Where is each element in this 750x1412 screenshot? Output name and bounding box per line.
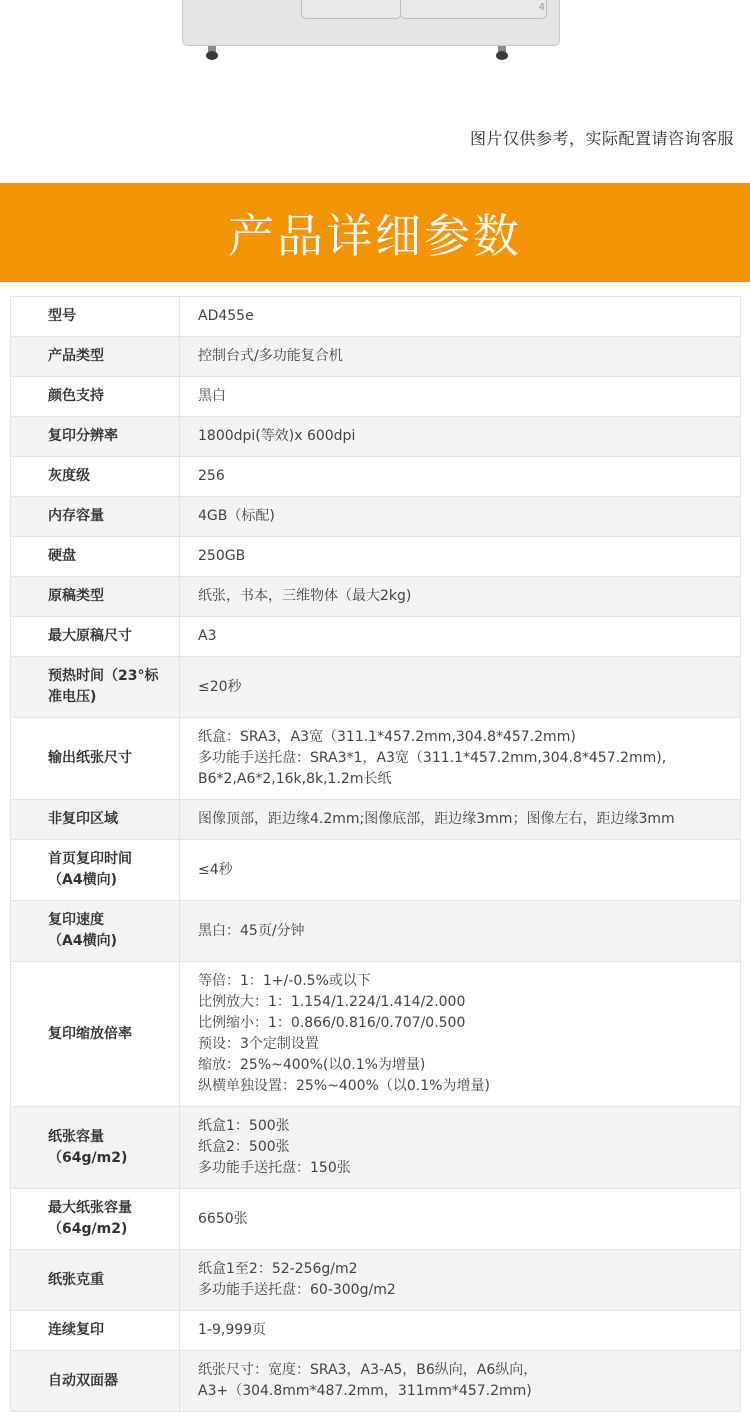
spec-label-line: （A4横向) [48,872,117,888]
spec-value [180,840,741,901]
spec-row [11,657,741,718]
spec-row [11,1311,741,1351]
spec-label [11,1311,180,1351]
spec-label-line: 自动双面器 [48,1372,118,1389]
section-title: 产品详细参数 [228,208,522,263]
spec-label [11,718,180,800]
spec-label [11,297,180,337]
spec-label-line: 输出纸张尺寸 [48,750,132,766]
spec-row [11,718,741,800]
spec-label-line: （A4横向) [48,933,117,949]
spec-row [11,840,741,901]
spec-value [180,1250,741,1311]
spec-label [11,417,180,457]
spec-label-line: 纸张容量 [48,1128,104,1145]
spec-value-line: 黑白：45页/分钟 [198,922,305,939]
spec-label [11,617,180,657]
spec-label-line: 内存容量 [48,508,104,524]
spec-value [180,718,741,800]
spec-label [11,962,180,1107]
spec-label-line: 预热时间（23°标 [48,668,159,684]
spec-label-line: 复印缩放倍率 [48,1025,132,1042]
spec-label-line: 最大原稿尺寸 [48,628,132,644]
spec-value-line: 多功能手送托盘：60-300g/m2 [198,1282,396,1298]
spec-row [11,1250,741,1311]
spec-value [180,1351,741,1412]
spec-value-line: 纸张尺寸：宽度：SRA3，A3-A5，B6纵向，A6纵向， [198,1362,538,1378]
spec-label [11,1250,180,1311]
spec-label-line: 灰度级 [48,468,90,484]
spec-value-line: 缩放：25%~400%(以0.1%为增量) [198,1057,426,1073]
spec-value-line: 1800dpi(等效)x 600dpi [198,428,356,444]
spec-value-line: 比例放大：1：1.154/1.224/1.414/2.000 [198,994,466,1010]
printer-image [182,0,560,46]
spec-row [11,457,741,497]
spec-value-line: 6650张 [198,1210,248,1227]
spec-value-line: 纸盒1：500张 [198,1118,290,1134]
spec-value-line: 纵横单独设置：25%~400%（以0.1%为增量) [198,1078,490,1094]
spec-value [180,657,741,718]
spec-value-line: 比例缩小：1：0.866/0.816/0.707/0.500 [198,1015,466,1031]
spec-value [180,417,741,457]
spec-label-line: 硬盘 [48,548,76,564]
printer-drawer [400,0,547,19]
spec-label [11,657,180,718]
spec-label-line: 原稿类型 [48,588,104,604]
spec-row [11,577,741,617]
spec-value-line: 多功能手送托盘：150张 [198,1160,351,1176]
printer-caster [495,46,509,60]
spec-label [11,377,180,417]
spec-value-line: 256 [198,468,225,484]
spec-row [11,377,741,417]
printer-drawer [301,0,401,19]
spec-label-line: 连续复印 [48,1322,104,1338]
spec-label [11,577,180,617]
spec-label-line: 复印分辨率 [48,428,118,444]
spec-row [11,297,741,337]
spec-row [11,337,741,377]
spec-label [11,840,180,901]
spec-label-line: 颜色支持 [48,388,104,404]
spec-value [180,962,741,1107]
spec-value-line: ≤4秒 [198,861,233,878]
spec-label-line: 纸张克重 [48,1271,104,1288]
spec-value-line: 250GB [198,548,246,564]
image-disclaimer: 图片仅供参考，实际配置请咨询客服 [469,129,734,148]
spec-label-line: 型号 [48,308,76,324]
spec-value-line: AD455e [198,308,254,324]
spec-value [180,901,741,962]
spec-value-line: 图像顶部，距边缘4.2mm;图像底部，距边缘3mm；图像左右，距边缘3mm [198,811,675,827]
spec-label-line: （64g/m2) [48,1221,128,1237]
spec-value [180,537,741,577]
spec-label [11,1351,180,1412]
spec-label-line: （64g/m2) [48,1149,128,1166]
spec-value [180,297,741,337]
spec-value [180,497,741,537]
spec-row [11,417,741,457]
spec-row [11,800,741,840]
spec-value-line: 纸盒：SRA3，A3宽（311.1*457.2mm,304.8*457.2mm) [198,729,576,745]
spec-label-line: 准电压) [48,689,97,705]
spec-row [11,901,741,962]
spec-value-line: ≤20秒 [198,678,242,695]
spec-value-line: 多功能手送托盘：SRA3*1，A3宽（311.1*457.2mm,304.8*457.2mm), [198,750,667,766]
spec-table [10,296,741,1412]
spec-value-line: 纸盒2：500张 [198,1139,290,1155]
spec-label [11,497,180,537]
spec-row [11,617,741,657]
spec-value [180,377,741,417]
spec-value [180,617,741,657]
spec-value-line: A3+（304.8mm*487.2mm，311mm*457.2mm) [198,1383,532,1399]
spec-label [11,901,180,962]
spec-label-line: 首页复印时间 [48,851,132,867]
spec-label [11,337,180,377]
spec-value-line: 1-9,999页 [198,1322,267,1338]
product-image-area [0,0,750,183]
spec-value-line: 纸盒1至2：52-256g/m2 [198,1261,358,1277]
spec-value [180,1107,741,1189]
spec-label [11,457,180,497]
spec-label [11,1189,180,1250]
spec-value-line: 纸张，书本，三维物体（最大2kg) [198,588,412,604]
spec-value-line: B6*2,A6*2,16k,8k,1.2m长纸 [198,771,392,787]
spec-row [11,962,741,1107]
spec-value-line: 4GB（标配) [198,508,275,524]
spec-label [11,537,180,577]
spec-label-line: 复印速度 [48,912,104,928]
spec-row [11,537,741,577]
spec-value [180,337,741,377]
spec-value [180,577,741,617]
spec-row [11,1107,741,1189]
section-banner [0,183,750,282]
spec-row [11,497,741,537]
spec-label-line: 最大纸张容量 [48,1200,132,1216]
spec-label [11,1107,180,1189]
spec-label [11,800,180,840]
spec-value-line: 等倍：1：1+/-0.5%或以下 [198,973,371,989]
spec-value-line: 控制台式/多功能复合机 [198,348,343,364]
spec-value [180,1189,741,1250]
spec-value-line: A3 [198,628,217,644]
spec-row [11,1189,741,1250]
spec-value [180,457,741,497]
spec-value [180,1311,741,1351]
spec-value-line: 预设：3个定制设置 [198,1036,319,1052]
spec-value [180,800,741,840]
spec-label-line: 非复印区域 [48,811,118,827]
spec-label-line: 产品类型 [48,348,104,364]
printer-mark: 4 [538,2,545,13]
spec-table-container [10,296,741,1412]
printer-caster [205,46,219,60]
spec-value-line: 黑白 [198,388,226,404]
spec-row [11,1351,741,1412]
